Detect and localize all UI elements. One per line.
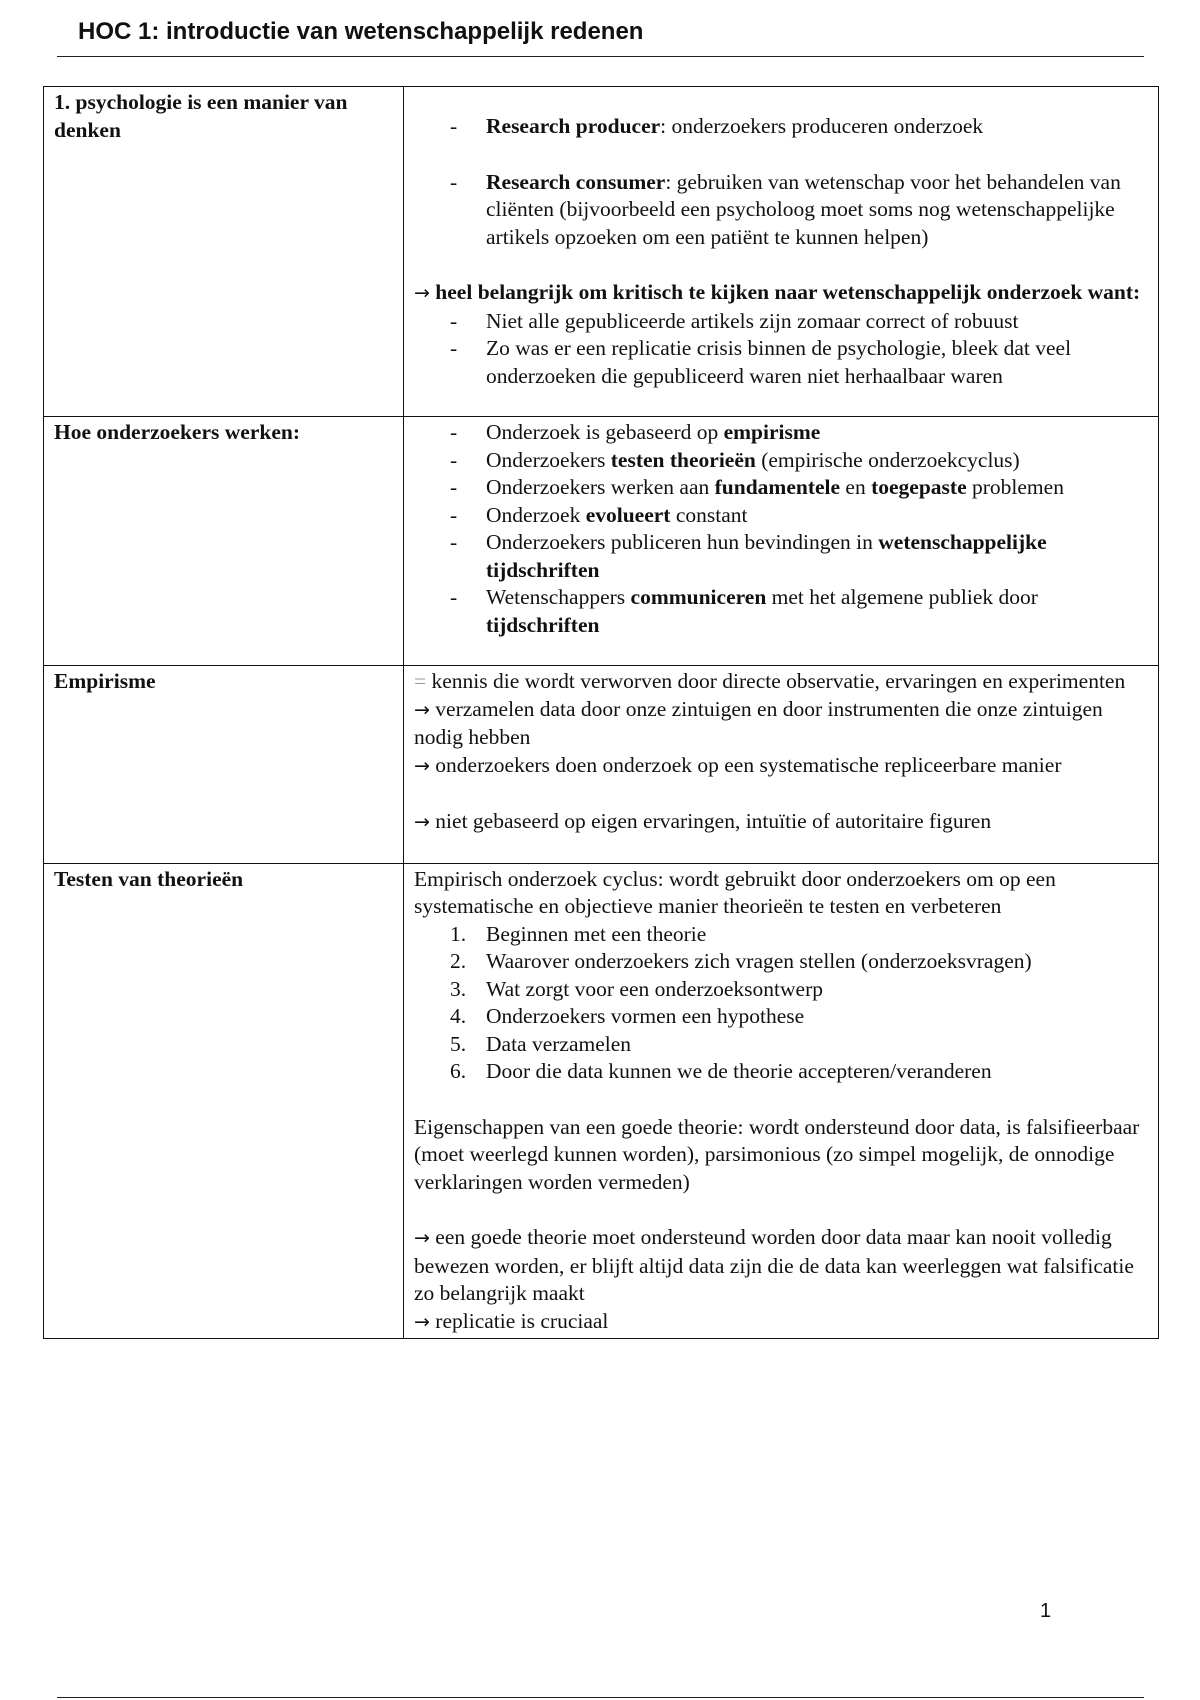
step-number: 1.	[450, 921, 467, 946]
text: Onderzoek	[486, 502, 586, 527]
term: tijdschriften	[486, 612, 600, 637]
table-row	[44, 863, 1159, 1339]
list-item	[486, 584, 1148, 639]
text: (empirische onderzoekcyclus)	[755, 447, 1020, 472]
step-text: Wat zorgt voor een onderzoeksontwerp	[486, 976, 823, 1001]
row-label: Hoe onderzoekers werken:	[44, 417, 404, 666]
term: toegepaste	[871, 475, 967, 499]
text: Onderzoekers werken aan	[486, 475, 715, 499]
list-item	[486, 474, 1148, 502]
step-text: Door die data kunnen we de theorie accepteren/veranderen	[486, 1059, 992, 1083]
arrow-icon: →	[414, 282, 430, 304]
step-number: 3.	[450, 976, 467, 1001]
text: onderzoekers doen onderzoek op een systematische repliceerbare manier	[435, 752, 1062, 777]
definition: : gebruiken van wetenschap voor het behandelen van cliënten (bijvoorbeeld een psycholoog moet soms nog wetenschappelijke artikels opzoeken om een patiënt te kunnen helpen)	[486, 169, 1121, 249]
table-row	[44, 87, 1159, 417]
list-item: - Zo was er een replicatie crisis binnen de psychologie, bleek dat veel onderzoeken die gepubliceerd waren niet herhaalbaar waren	[486, 335, 1148, 390]
term: testen theorieën	[610, 447, 756, 472]
term: Research producer	[486, 114, 661, 138]
note-line	[414, 752, 1148, 781]
definition	[414, 668, 1148, 696]
text: niet gebaseerd op eigen ervaringen, intuïtie of autoritaire figuren	[435, 809, 992, 833]
list-item	[450, 1058, 1148, 1086]
term: evolueert	[585, 502, 671, 527]
note-line	[414, 1308, 1148, 1337]
step-text: Waarover onderzoekers zich vragen stellen (onderzoeksvragen)	[486, 949, 1032, 973]
list-item	[486, 113, 1148, 141]
critical-text: heel belangrijk om kritisch te kijken naar wetenschappelijk onderzoek want:	[435, 280, 1141, 304]
text: Onderzoekers publiceren hun bevindingen in	[486, 530, 879, 554]
arrow-icon: →	[414, 1227, 430, 1249]
step-number: 5.	[450, 1031, 467, 1056]
list-item	[450, 921, 1148, 949]
page-number: 1	[1040, 1600, 1052, 1622]
text: Onderzoekers	[486, 447, 611, 472]
equals-sign: =	[414, 669, 427, 693]
row-content	[404, 863, 1159, 1339]
note-line	[414, 808, 1148, 837]
notes-table	[43, 86, 1159, 1339]
theory-properties: Eigenschappen van een goede theorie: wordt ondersteund door data, is falsifieerbaar (moet weerlegd kunnen worden), parsimonious (zo simpel mogelijk, de onnodige verklaringen worden vermeden)	[414, 1114, 1140, 1194]
list-item	[486, 529, 1148, 584]
list-item	[486, 502, 1148, 530]
roles-list	[414, 113, 1148, 251]
text: een goede theorie moet ondersteund worden door data maar kan nooit volledig bewezen worden, er blijft altijd data zijn die de data kan weerleggen wat falsificatie zo belangrijk maakt	[414, 1225, 1134, 1305]
text: constant	[670, 502, 748, 527]
text: en	[840, 475, 872, 499]
row-label: Testen van theorieën	[44, 863, 404, 1339]
intro-text: Empirisch onderzoek cyclus: wordt gebruikt door onderzoekers om op een systematische en objectieve manier theorieën te testen en verbeteren	[414, 866, 1056, 918]
text: kennis die wordt verworven door directe observatie, ervaringen en experimenten	[426, 669, 1126, 693]
arrow-icon: →	[414, 1310, 430, 1333]
step-text: Data verzamelen	[486, 1031, 632, 1056]
row-content	[404, 87, 1159, 417]
term: fundamentele	[714, 475, 841, 499]
text: verzamelen data door onze zintuigen en door instrumenten die onze zintuigen nodig hebben	[414, 696, 1103, 749]
definition: : onderzoekers produceren onderzoek	[660, 114, 984, 138]
list-item	[486, 419, 1148, 447]
step-number: 4.	[450, 1004, 467, 1028]
critical-list	[414, 308, 1148, 391]
step-number: 2.	[450, 949, 467, 973]
critical-note	[414, 279, 1148, 308]
list-item	[486, 447, 1148, 475]
text: Wetenschappers	[486, 585, 631, 609]
row-label: Empirisme	[44, 666, 404, 864]
term: communiceren	[630, 585, 767, 609]
row-content	[404, 666, 1159, 864]
list-item	[450, 1031, 1148, 1059]
page-title: HOC 1: introductie van wetenschappelijk redenen	[78, 18, 644, 45]
arrow-icon: →	[414, 811, 430, 833]
note-line	[414, 696, 1148, 752]
text: met het algemene publiek door	[766, 585, 1038, 609]
header-rule	[57, 56, 1144, 57]
arrow-icon: →	[414, 754, 430, 777]
list-item	[450, 1003, 1148, 1031]
term: wetenschappelijke tijdschriften	[486, 530, 1047, 582]
row-label: 1. psychologie is een manier van denken	[44, 87, 404, 417]
arrow-icon: →	[414, 698, 430, 721]
text: Onderzoek is gebaseerd op	[486, 420, 724, 444]
term: empirisme	[723, 420, 821, 444]
list-item	[450, 976, 1148, 1004]
list-item	[450, 948, 1148, 976]
text: replicatie is cruciaal	[435, 1308, 609, 1333]
table-row	[44, 666, 1159, 864]
footer-rule	[57, 1697, 1144, 1698]
term: Research consumer	[486, 169, 666, 194]
cycle-steps	[414, 921, 1148, 1086]
work-list	[414, 419, 1148, 639]
table-row	[44, 417, 1159, 666]
step-text: Beginnen met een theorie	[486, 921, 707, 946]
note-line	[414, 1224, 1148, 1308]
list-item	[486, 169, 1148, 252]
list-item: - Niet alle gepubliceerde artikels zijn zomaar correct of robuust	[486, 308, 1148, 336]
text: problemen	[966, 475, 1064, 499]
step-text: Onderzoekers vormen een hypothese	[486, 1004, 805, 1028]
row-content	[404, 417, 1159, 666]
step-number: 6.	[450, 1059, 467, 1083]
